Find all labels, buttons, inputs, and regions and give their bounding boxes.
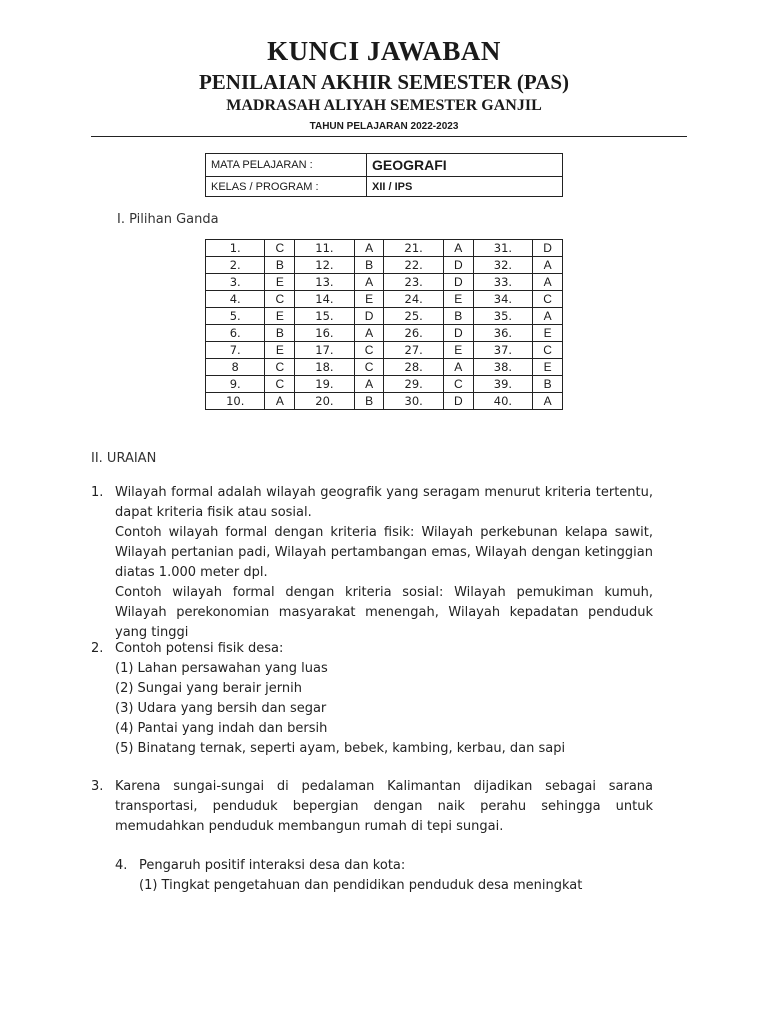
answer-cell: A [354, 274, 384, 291]
list-item: (5) Binatang ternak, seperti ayam, bebek, kambing, kerbau, dan sapi [115, 741, 566, 756]
table-row [206, 393, 563, 410]
question-number-cell: 29. [384, 376, 443, 393]
question-number-cell: 35. [473, 308, 532, 325]
answer-cell: D [443, 325, 473, 342]
question-number-cell: 40. [473, 393, 532, 410]
subject-info-table [205, 153, 563, 197]
question-number: 4. [115, 858, 128, 873]
question-number-cell: 11. [295, 240, 354, 257]
question-number-cell: 31. [473, 240, 532, 257]
question-number: 1. [91, 485, 104, 500]
question-number-cell: 1. [206, 240, 265, 257]
subject-label: MATA PELAJARAN : [206, 154, 367, 177]
answer-cell: A [354, 325, 384, 342]
academic-year: TAHUN PELAJARAN 2022-2023 [309, 121, 459, 132]
answer-cell: B [443, 308, 473, 325]
question-number-cell: 14. [295, 291, 354, 308]
answer-cell: E [533, 359, 563, 376]
question-number-cell: 36. [473, 325, 532, 342]
answer-cell: C [354, 342, 384, 359]
question-number-cell: 16. [295, 325, 354, 342]
answer-paragraph: Contoh wilayah formal dengan kriteria fisik: Wilayah perkebunan kelapa sawit, Wilayah pertanian padi, Wilayah pertambangan emas, Wilayah dengan ketinggian diatas 1.000 meter dpl. [115, 525, 653, 580]
question-number-cell: 4. [206, 291, 265, 308]
essay-question-2 [91, 639, 653, 759]
question-number-cell: 6. [206, 325, 265, 342]
answer-cell: A [354, 240, 384, 257]
answer-cell: C [265, 376, 295, 393]
essay-question-1 [91, 483, 653, 643]
answer-cell: E [265, 308, 295, 325]
answer-cell: A [443, 240, 473, 257]
question-number-cell: 39. [473, 376, 532, 393]
answer-cell: B [533, 376, 563, 393]
question-number-cell: 34. [473, 291, 532, 308]
answer-cell: E [265, 342, 295, 359]
page-subtitle: PENILAIAN AKHIR SEMESTER (PAS) [198, 70, 570, 94]
question-number-cell: 21. [384, 240, 443, 257]
question-number-cell: 19. [295, 376, 354, 393]
table-row [206, 291, 563, 308]
answer-paragraph: Contoh wilayah formal dengan kriteria sosial: Wilayah pemukiman kumuh, Wilayah perekonomian masyarakat menengah, Wilayah kepadatan penduduk yang tinggi [115, 585, 653, 640]
answer-cell: B [354, 393, 384, 410]
question-number: 2. [91, 641, 104, 656]
question-number-cell: 20. [295, 393, 354, 410]
table-row [206, 240, 563, 257]
answer-cell: D [354, 308, 384, 325]
question-number-cell: 38. [473, 359, 532, 376]
table-row [206, 359, 563, 376]
answer-intro: Contoh potensi fisik desa: [115, 641, 284, 656]
answer-cell: C [533, 342, 563, 359]
question-number-cell: 27. [384, 342, 443, 359]
answer-cell: C [265, 240, 295, 257]
answer-cell: D [443, 393, 473, 410]
answer-cell: A [533, 257, 563, 274]
answer-cell: C [533, 291, 563, 308]
answer-cell: D [443, 274, 473, 291]
question-number-cell: 12. [295, 257, 354, 274]
answer-cell: A [533, 308, 563, 325]
table-row [206, 274, 563, 291]
question-number-cell: 22. [384, 257, 443, 274]
table-row [206, 342, 563, 359]
answer-cell: E [265, 274, 295, 291]
answer-cell: B [354, 257, 384, 274]
question-number-cell: 9. [206, 376, 265, 393]
question-number-cell: 28. [384, 359, 443, 376]
list-item: (2) Sungai yang berair jernih [115, 681, 302, 696]
answer-cell: E [533, 325, 563, 342]
table-row [206, 257, 563, 274]
answer-cell: A [265, 393, 295, 410]
answer-cell: E [443, 291, 473, 308]
answer-cell: C [443, 376, 473, 393]
answer-key-table [205, 239, 563, 410]
answer-cell: C [265, 359, 295, 376]
question-number-cell: 23. [384, 274, 443, 291]
answer-cell: B [265, 257, 295, 274]
question-number-cell: 15. [295, 308, 354, 325]
section-essay-title: II. URAIAN [91, 451, 157, 466]
answer-cell: B [265, 325, 295, 342]
answer-cell: A [533, 274, 563, 291]
answer-paragraph: Wilayah formal adalah wilayah geografik yang seragam menurut kriteria tertentu, dapat kriteria fisik atau sosial. [115, 485, 653, 520]
list-item: (4) Pantai yang indah dan bersih [115, 721, 328, 736]
answer-cell: A [443, 359, 473, 376]
header-divider [91, 136, 687, 137]
answer-cell: D [533, 240, 563, 257]
question-number-cell: 37. [473, 342, 532, 359]
subject-value: GEOGRAFI [367, 154, 563, 177]
question-number-cell: 5. [206, 308, 265, 325]
question-number-cell: 2. [206, 257, 265, 274]
answer-intro: Pengaruh positif interaksi desa dan kota: [139, 858, 406, 873]
class-row [206, 177, 563, 197]
list-item: (1) Lahan persawahan yang luas [115, 661, 328, 676]
question-number-cell: 3. [206, 274, 265, 291]
question-number-cell: 33. [473, 274, 532, 291]
answer-cell: E [354, 291, 384, 308]
question-number-cell: 8 [206, 359, 265, 376]
essay-question-3 [91, 777, 653, 837]
question-number-cell: 17. [295, 342, 354, 359]
question-number-cell: 30. [384, 393, 443, 410]
school-name: MADRASAH ALIYAH SEMESTER GANJIL [226, 97, 542, 114]
question-number-cell: 26. [384, 325, 443, 342]
list-item: (1) Tingkat pengetahuan dan pendidikan penduduk desa meningkat [139, 878, 583, 893]
question-number-cell: 13. [295, 274, 354, 291]
question-number-cell: 7. [206, 342, 265, 359]
page-title: KUNCI JAWABAN [267, 36, 501, 66]
question-number-cell: 18. [295, 359, 354, 376]
section-multiple-choice-title: I. Pilihan Ganda [117, 212, 219, 227]
table-row [206, 376, 563, 393]
list-item: (3) Udara yang bersih dan segar [115, 701, 327, 716]
answer-cell: D [443, 257, 473, 274]
answer-cell: C [354, 359, 384, 376]
answer-cell: A [354, 376, 384, 393]
table-row [206, 308, 563, 325]
question-number-cell: 24. [384, 291, 443, 308]
table-row [206, 325, 563, 342]
answer-cell: C [265, 291, 295, 308]
question-number: 3. [91, 779, 104, 794]
answer-cell: E [443, 342, 473, 359]
question-number-cell: 32. [473, 257, 532, 274]
question-number-cell: 10. [206, 393, 265, 410]
answer-paragraph: Karena sungai-sungai di pedalaman Kalimantan dijadikan sebagai sarana transportasi, penduduk bepergian dengan naik perahu sehingga untuk memudahkan penduduk membangun rumah di tepi sungai. [115, 779, 653, 834]
subject-row [206, 154, 563, 177]
essay-question-4 [115, 856, 653, 896]
class-label: KELAS / PROGRAM : [206, 177, 367, 197]
class-value: XII / IPS [367, 177, 563, 197]
answer-cell: A [533, 393, 563, 410]
question-number-cell: 25. [384, 308, 443, 325]
